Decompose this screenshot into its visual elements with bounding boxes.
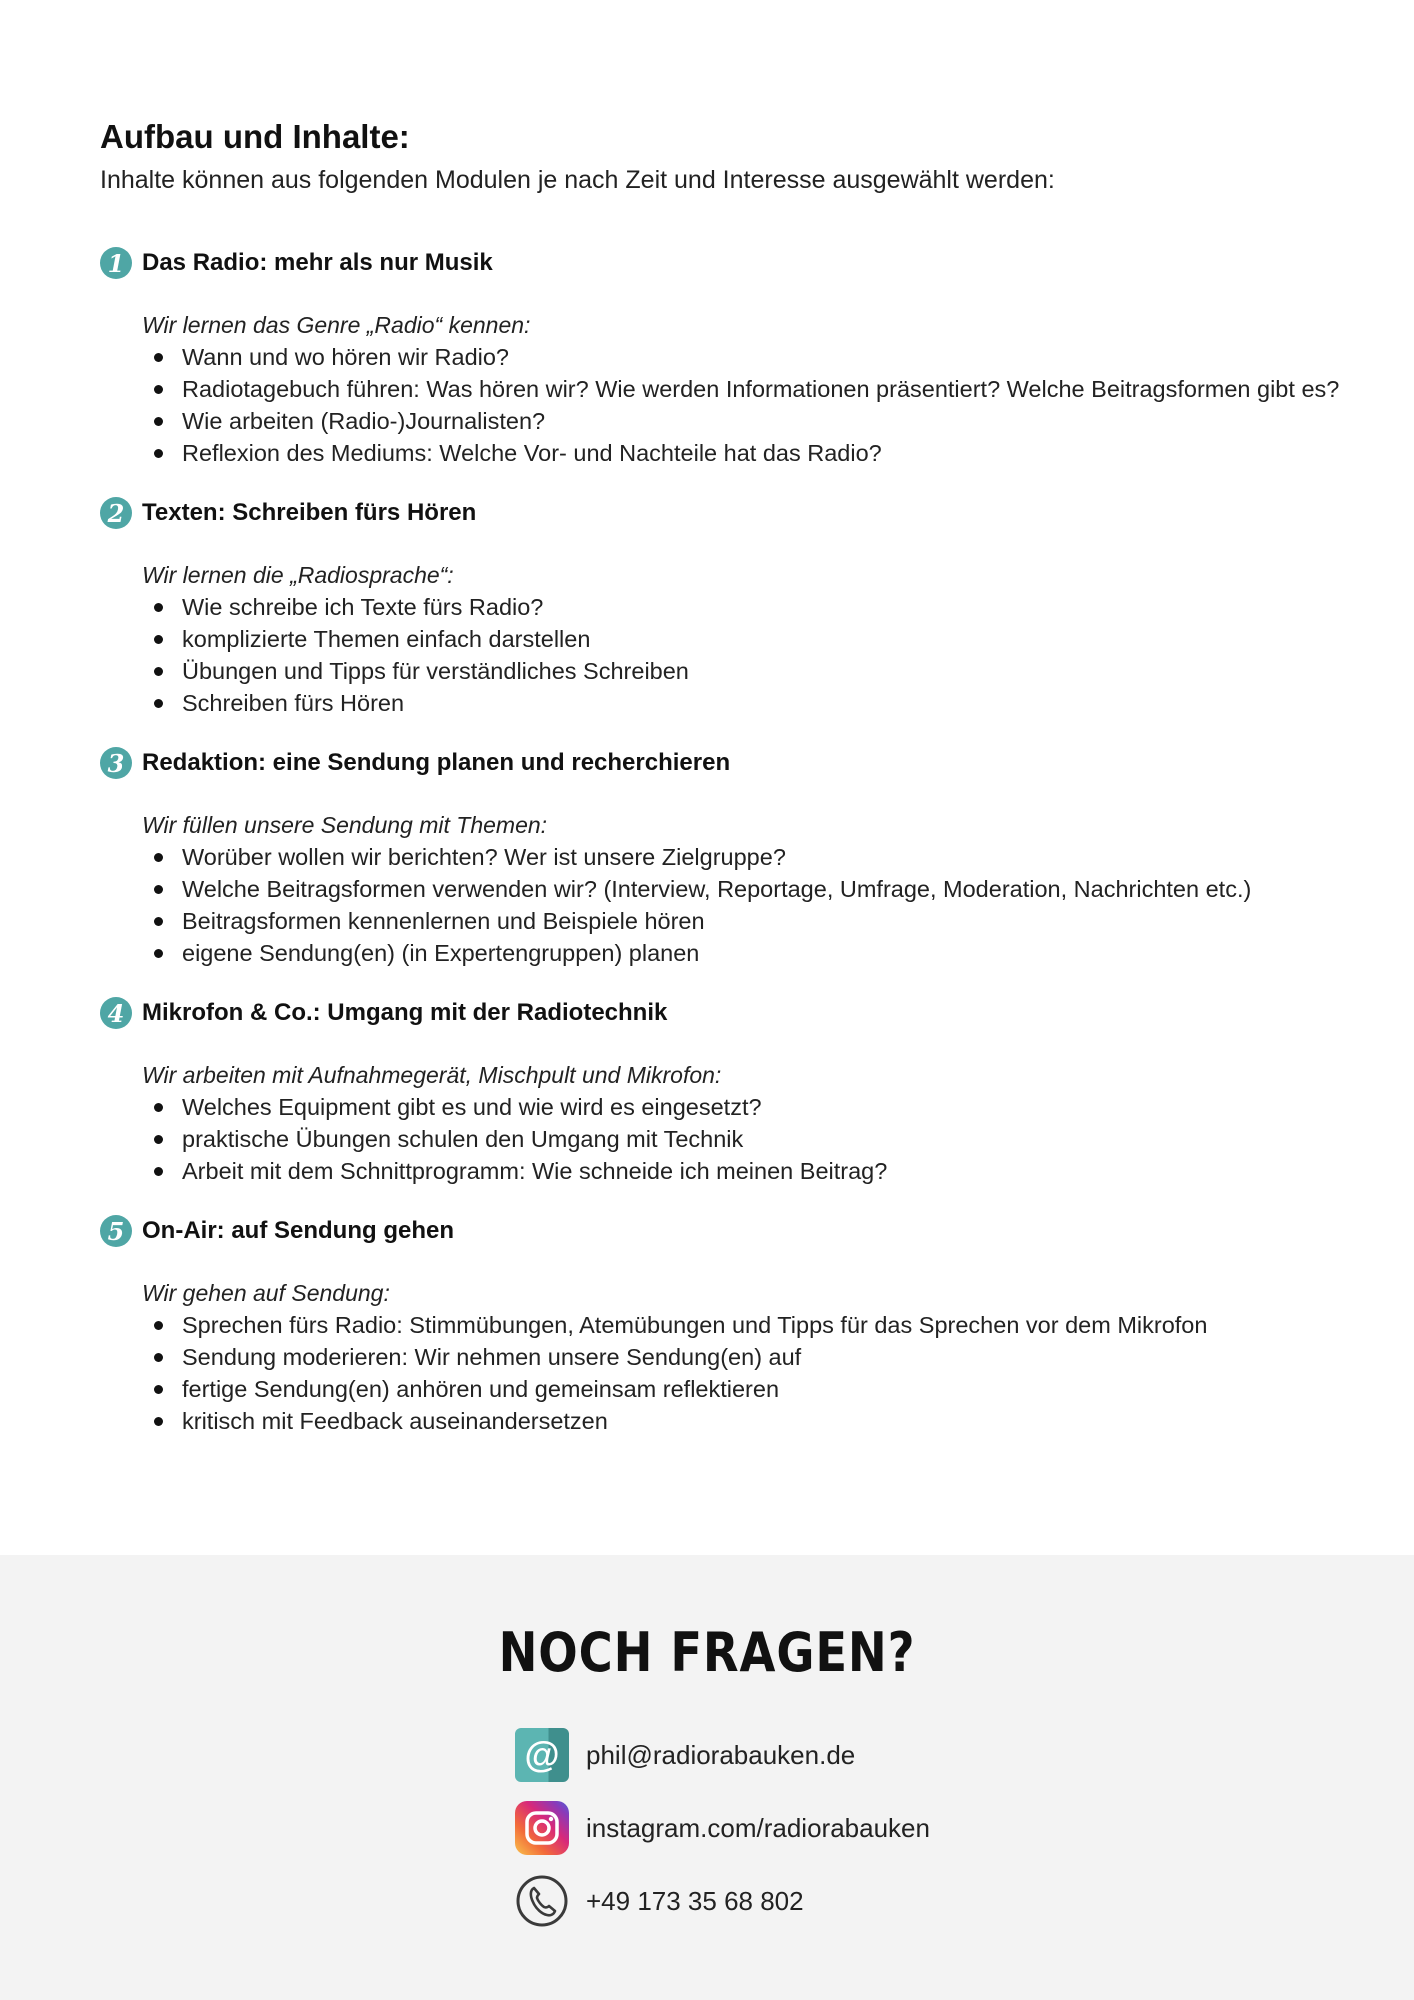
email-icon: @ — [515, 1728, 569, 1782]
module-header — [100, 743, 1390, 783]
phone-number[interactable]: +49 173 35 68 802 — [586, 1885, 804, 1916]
contact-footer — [0, 1555, 1414, 2000]
module-title: Texten: Schreiben fürs Hören — [142, 499, 477, 526]
intro-text: Inhalte können aus folgenden Modulen je nach Zeit und Interesse ausgewählt werden: — [100, 166, 1055, 194]
module-title: Mikrofon & Co.: Umgang mit der Radiotechnik — [142, 999, 668, 1026]
email-link[interactable]: phil@radiorabauken.de — [586, 1739, 856, 1770]
module-title: On-Air: auf Sendung gehen — [142, 1217, 454, 1244]
list-item: eigene Sendung(en) (in Expertengruppen) planen — [142, 937, 1390, 969]
list-item: Wie schreibe ich Texte fürs Radio? — [142, 591, 1390, 623]
module-title: Redaktion: eine Sendung planen und recherchieren — [142, 749, 731, 776]
module-header — [100, 493, 1390, 533]
phone-icon — [515, 1874, 569, 1928]
list-item: Übungen und Tipps für verständliches Schreiben — [142, 655, 1390, 687]
bullet-list — [142, 1309, 1390, 1437]
module-2 — [100, 493, 1390, 719]
footer-title: NOCH FRAGEN? — [498, 1621, 916, 1684]
list-item: Beitragsformen kennenlernen und Beispiele hören — [142, 905, 1390, 937]
list-item: Arbeit mit dem Schnittprogramm: Wie schneide ich meinen Beitrag? — [142, 1155, 1390, 1187]
module-1 — [100, 243, 1390, 469]
module-lead: Wir füllen unsere Sendung mit Themen: — [142, 812, 548, 838]
list-item: Wann und wo hören wir Radio? — [142, 341, 1390, 373]
list-item: Radiotagebuch führen: Was hören wir? Wie werden Informationen präsentiert? Welche Beitragsformen gibt es? — [142, 373, 1390, 405]
instagram-link[interactable]: instagram.com/radiorabauken — [586, 1812, 930, 1843]
contact-list — [515, 1727, 930, 1946]
instagram-icon — [515, 1801, 569, 1855]
main-content — [100, 118, 1390, 1461]
number-badge-icon: 1 — [100, 247, 132, 279]
list-item: kritisch mit Feedback auseinandersetzen — [142, 1405, 1390, 1437]
bullet-list — [142, 591, 1390, 719]
number-badge-icon: 4 — [100, 997, 132, 1029]
contact-phone[interactable] — [515, 1873, 930, 1929]
number-badge-icon: 3 — [100, 747, 132, 779]
page-title: Aufbau und Inhalte: — [100, 118, 410, 155]
list-item: fertige Sendung(en) anhören und gemeinsam reflektieren — [142, 1373, 1390, 1405]
contact-email[interactable] — [515, 1727, 930, 1783]
bullet-list — [142, 341, 1390, 469]
number-badge-icon: 2 — [100, 497, 132, 529]
module-5 — [100, 1211, 1390, 1437]
list-item: Worüber wollen wir berichten? Wer ist unsere Zielgruppe? — [142, 841, 1390, 873]
list-item: Sprechen fürs Radio: Stimmübungen, Atemübungen und Tipps für das Sprechen vor dem Mikrofon — [142, 1309, 1390, 1341]
module-4 — [100, 993, 1390, 1187]
module-lead: Wir gehen auf Sendung: — [142, 1280, 390, 1306]
list-item: Schreiben fürs Hören — [142, 687, 1390, 719]
list-item: komplizierte Themen einfach darstellen — [142, 623, 1390, 655]
module-lead: Wir lernen die „Radiosprache“: — [142, 562, 454, 588]
module-header — [100, 993, 1390, 1033]
module-list — [100, 243, 1390, 1437]
module-lead: Wir arbeiten mit Aufnahmegerät, Mischpult und Mikrofon: — [142, 1062, 722, 1088]
list-item: Reflexion des Mediums: Welche Vor- und Nachteile hat das Radio? — [142, 437, 1390, 469]
bullet-list — [142, 841, 1390, 969]
module-lead: Wir lernen das Genre „Radio“ kennen: — [142, 312, 531, 338]
module-3 — [100, 743, 1390, 969]
list-item: Wie arbeiten (Radio-)Journalisten? — [142, 405, 1390, 437]
contact-instagram[interactable] — [515, 1800, 930, 1856]
module-header — [100, 243, 1390, 283]
list-item: Sendung moderieren: Wir nehmen unsere Sendung(en) auf — [142, 1341, 1390, 1373]
number-badge-icon: 5 — [100, 1215, 132, 1247]
list-item: praktische Übungen schulen den Umgang mit Technik — [142, 1123, 1390, 1155]
list-item: Welches Equipment gibt es und wie wird es eingesetzt? — [142, 1091, 1390, 1123]
module-header — [100, 1211, 1390, 1251]
bullet-list — [142, 1091, 1390, 1187]
module-title: Das Radio: mehr als nur Musik — [142, 249, 493, 276]
list-item: Welche Beitragsformen verwenden wir? (Interview, Reportage, Umfrage, Moderation, Nachrichten etc.) — [142, 873, 1390, 905]
